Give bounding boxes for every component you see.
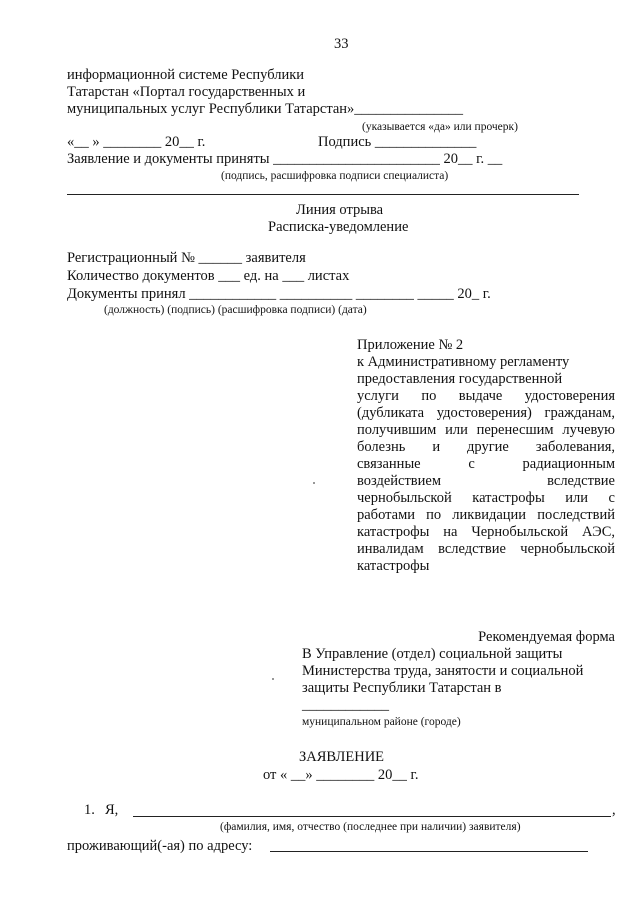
recommended-form-label: Рекомендуемая форма — [478, 629, 615, 645]
applicant-name-field[interactable] — [133, 816, 611, 817]
documents-accepted-line: Документы принял ____________ __________ ________ _____ 20_ г. — [67, 286, 491, 302]
item-1-number: 1. — [84, 802, 95, 818]
receipt-title: Расписка-уведомление — [268, 219, 409, 235]
appendix-title: Приложение № 2 — [357, 337, 464, 353]
note-da-or-dash: (указывается «да» или прочерк) — [362, 121, 518, 133]
documents-accepted-note: (должность) (подпись) (расшифровка подписи) (дата) — [104, 304, 367, 316]
accepted-note: (подпись, расшифровка подписи специалиста) — [221, 170, 449, 182]
municipal-note: муниципальном районе (городе) — [302, 716, 461, 728]
address-field[interactable] — [270, 851, 588, 852]
addressee-line-2: Министерства труда, занятости и социальной — [302, 663, 584, 679]
tear-separator — [67, 194, 579, 195]
top-line-3: муниципальных услуг Республики Татарстан»_______________ — [67, 101, 464, 117]
accepted-line: Заявление и документы приняты _______________________ 20__ г. __ — [67, 151, 503, 167]
appendix-line-2: предоставления государственной — [357, 371, 563, 387]
appendix-line-13: катастрофы — [357, 558, 430, 574]
registration-line: Регистрационный № ______ заявителя — [67, 250, 306, 266]
addressee-blank: ____________ — [302, 697, 389, 713]
item-1-trailing-comma: , — [612, 802, 616, 818]
scan-speck — [313, 482, 315, 484]
top-line-2: Татарстан «Портал государственных и — [67, 84, 306, 100]
appendix-line-3: услуги по выдаче удостоверения — [357, 388, 615, 404]
appendix-line-4: (дубликата удостоверения) гражданам, — [357, 405, 615, 421]
tear-line-label: Линия отрыва — [296, 202, 384, 218]
statement-date: от « __» ________ 20__ г. — [263, 767, 419, 783]
statement-title: ЗАЯВЛЕНИЕ — [299, 749, 385, 765]
address-label: проживающий(-ая) по адресу: — [67, 838, 253, 854]
appendix-line-5: получившим или перенесшим лучевую — [357, 422, 615, 438]
documents-count-line: Количество документов ___ ед. на ___ листах — [67, 268, 350, 284]
item-1-note: (фамилия, имя, отчество (последнее при наличии) заявителя) — [220, 821, 521, 833]
date-line: «__ » ________ 20__ г. — [67, 134, 206, 150]
appendix-line-7: связанные с радиационным — [357, 456, 615, 472]
addressee-line-1: В Управление (отдел) социальной защиты — [302, 646, 563, 662]
appendix-line-6: болезнь и другие заболевания, — [357, 439, 615, 455]
scan-speck — [272, 678, 274, 680]
appendix-line-12: инвалидам вследствие чернобыльской — [357, 541, 615, 557]
appendix-line-11: катастрофы на Чернобыльской АЭС, — [357, 524, 615, 540]
top-line-1: информационной системе Республики — [67, 67, 305, 83]
appendix-line-8: воздействием вследствие — [357, 473, 615, 489]
appendix-line-9: чернобыльской катастрофы или с — [357, 490, 615, 506]
appendix-line-10: работами по ликвидации последствий — [357, 507, 615, 523]
page-number: 33 — [334, 36, 349, 52]
appendix-line-1: к Административному регламенту — [357, 354, 570, 370]
signature-line: Подпись ______________ — [318, 134, 477, 150]
addressee-line-3: защиты Республики Татарстан в — [302, 680, 502, 696]
item-1-label: Я, — [105, 802, 119, 818]
